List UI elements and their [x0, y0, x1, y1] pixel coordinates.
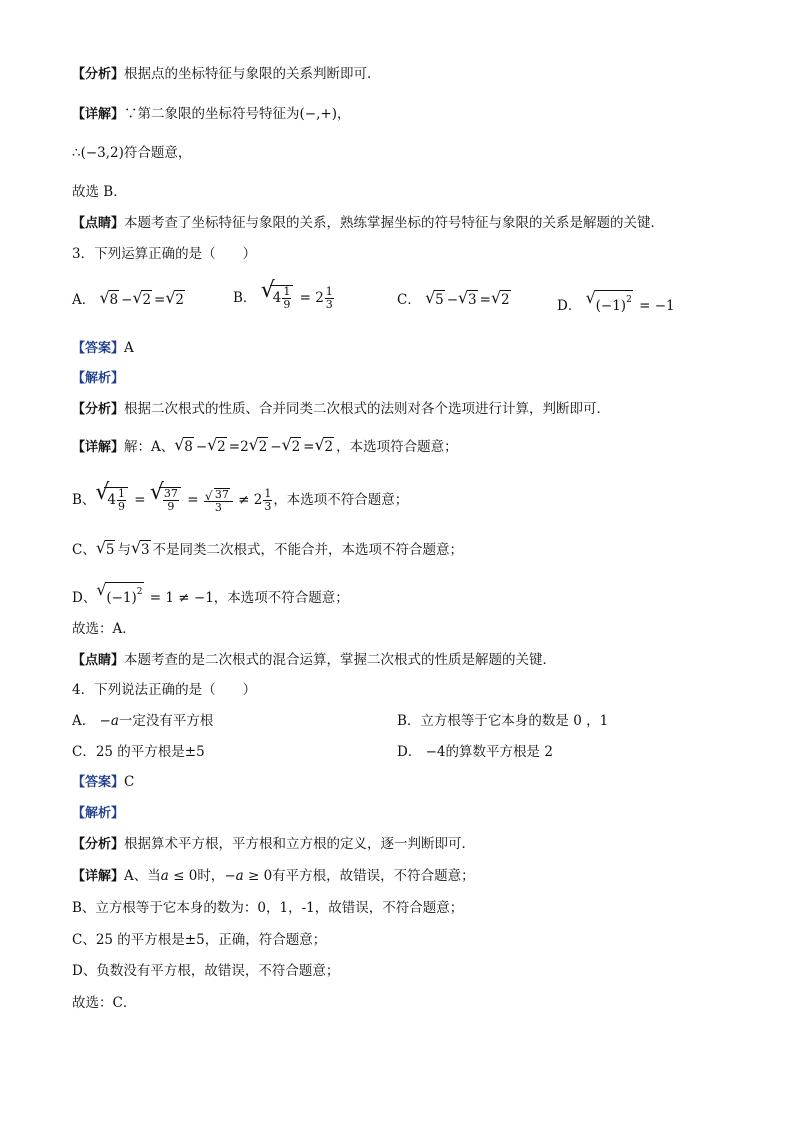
q3-detail-c	[72, 540, 463, 560]
sqrt-expression: √ 3	[458, 288, 477, 308]
q3-stem	[72, 244, 256, 264]
detail-text: ∵第二象限的坐标符号特征为	[124, 106, 300, 122]
q4-detail-c	[72, 930, 326, 950]
q4-detail-b	[72, 898, 463, 918]
q3-comment-line	[72, 650, 556, 671]
sqrt-expression: √ 2	[132, 288, 152, 308]
question-stem: 4．下列说法正确的是（ ）	[72, 682, 257, 698]
detail-b-prefix: B、	[72, 492, 96, 508]
option-label: C．	[397, 292, 421, 308]
q4-option-d: D． −4的算数平方根是 2	[397, 744, 553, 760]
detail-tag: 【详解】	[72, 869, 125, 884]
detail-c-suffix: 不是同类二次根式，不能合并，本选项不符合题意；	[152, 542, 464, 558]
q4-answer-line	[72, 772, 134, 793]
q2-analysis-line	[72, 64, 381, 85]
analysis-tag: 【分析】	[72, 837, 125, 852]
option-text: B．立方根等于它本身的数是 0 ，1	[397, 713, 609, 729]
detail-a-p3: 有平方根，故错误，不符合题意；	[272, 868, 475, 884]
option-label: A．	[72, 713, 96, 729]
analysis-text: 根据二次根式的性质、合并同类二次根式的法则对各个选项进行计算，判断即可．	[124, 401, 611, 417]
sqrt-expression: √ 3	[130, 538, 150, 558]
q3-detail-b: B、 √ 4 $\frac{1}{9}$ = √ $\frac{37}{9}$ = √ 37 3 ≠ 2 $\frac{1}{3}$ ，本选项不符合题意；	[72, 480, 409, 514]
answer-value: C	[124, 774, 135, 790]
q3-detail-a: 【详解】解：A、 √ 8 − √ 2 =2 √ 2 − √ 2 = √ 2 ，本选项符合题意；	[72, 435, 458, 455]
option-label: B．	[233, 290, 257, 306]
detail-end: ，	[336, 106, 351, 122]
sqrt-expression: √ 2	[165, 288, 184, 308]
detail-c-prefix: C、	[72, 542, 96, 558]
sqrt-expression: √ 2	[207, 435, 226, 455]
detail-c-mid: 与	[117, 542, 131, 558]
fraction: √ 37 3	[204, 488, 233, 514]
detail-a-suffix: ，本选项符合题意；	[336, 439, 458, 455]
sign-pair: (−,+)	[299, 106, 337, 122]
q4-choose-line	[72, 993, 136, 1013]
analysis-tag: 【分析】	[72, 402, 125, 417]
detail-b-suffix: ，本选项不符合题意；	[273, 492, 409, 508]
detail-a-p2: 时，	[197, 868, 225, 884]
q2-detail-line	[72, 104, 350, 125]
therefore-point: ∴(−3,2)	[72, 145, 124, 161]
comment-tag: 【点睛】	[72, 216, 125, 231]
detail-a-prefix: 解：A、	[124, 439, 175, 455]
jiexi-tag: 【解析】	[72, 371, 125, 386]
analysis-text: 根据算术平方根，平方根和立方根的定义，逐一判断即可．	[124, 836, 476, 852]
q4-stem	[72, 680, 256, 700]
analysis-tag: 【分析】	[72, 67, 125, 82]
option-label: D．	[557, 298, 582, 314]
answer-value: A	[124, 340, 134, 356]
option-label: D．	[397, 744, 422, 760]
detail-d-prefix: D、	[72, 590, 97, 606]
option-text: 一定没有平方根	[118, 713, 214, 729]
analysis-text: 根据点的坐标特征与象限的关系判断即可．	[124, 66, 381, 82]
sqrt-expression: √ 2	[314, 435, 334, 455]
detail-d: D、负数没有平方根，故错误，不符合题意；	[72, 963, 340, 979]
sqrt-expression: √ $(-1)^2$	[96, 580, 143, 606]
option-text: C．25 的平方根是±5	[72, 744, 205, 760]
sqrt-expression: √ 2	[490, 288, 510, 308]
q2-comment-line	[72, 213, 664, 234]
sqrt-expression: √ 2	[281, 435, 301, 455]
sqrt-expression: √ 5	[425, 288, 444, 308]
option-label: A．	[72, 292, 96, 308]
sqrt-expression: √ $(-1)^2$	[585, 288, 632, 314]
detail-tag: 【详解】	[72, 440, 125, 455]
q4-option-c	[72, 742, 205, 762]
comment-text: 本题考查的是二次根式的混合运算，掌握二次根式的性质是解题的关键．	[124, 652, 557, 668]
question-stem: 3．下列运算正确的是（ ）	[72, 246, 257, 262]
q3-choose-line	[72, 619, 136, 639]
q4-detail-a: 【详解】A、当a ≤ 0时，−a ≥ 0有平方根，故错误，不符合题意；	[72, 868, 475, 884]
q4-option-a: A． −a一定没有平方根	[72, 713, 214, 729]
comment-tag: 【点睛】	[72, 653, 125, 668]
detail-a-p1: A、当	[124, 868, 161, 884]
sqrt-expression: √ 8	[174, 435, 193, 455]
q3-jiexi-line	[72, 368, 124, 389]
q3-detail-d: D、 √ $(-1)^2 = 1 \ne -1$，本选项不符合题意；	[72, 580, 349, 606]
q4-jiexi-line	[72, 803, 124, 824]
jiexi-tag: 【解析】	[72, 806, 125, 821]
sqrt-expression: √ $\frac{37}{9}$	[150, 487, 181, 513]
detail-tag: 【详解】	[72, 107, 125, 122]
detail-b: B、立方根等于它本身的数为：0，1，-1，故错误，不符合题意；	[72, 900, 464, 916]
comment-text: 本题考查了坐标特征与象限的关系，熟练掌握坐标的符号特征与象限的关系是解题的关键．	[124, 215, 665, 231]
q3-answer-line	[72, 338, 134, 359]
sqrt-expression: √ 4 $\frac{1}{9}$	[95, 487, 128, 513]
choose-text: 故选 B．	[72, 184, 127, 200]
q3-option-b: B． √ 4 $\frac{1}{9}$ = 2 $\frac{1}{3}$	[233, 278, 333, 311]
q4-option-b	[397, 711, 608, 731]
detail-d-suffix: ，本选项不符合题意；	[213, 590, 349, 606]
answer-tag: 【答案】	[72, 775, 125, 790]
detail-c: C、25 的平方根是±5，正确，符合题意；	[72, 932, 327, 948]
q4-detail-d	[72, 961, 339, 981]
sqrt-expression: √ 5	[95, 538, 115, 558]
q3-option-a: A． √ 8 − √ 2 = √ 2	[72, 288, 184, 308]
q4-analysis-line	[72, 834, 475, 855]
q3-analysis-line	[72, 399, 610, 420]
sqrt-expression: √ 4 $\frac{1}{9}$	[261, 285, 294, 311]
choose-text: 故选：A．	[72, 621, 136, 637]
q2-choose-line	[72, 182, 127, 202]
therefore-text: 符合题意，	[123, 145, 192, 161]
q2-therefore-line	[72, 143, 191, 163]
option-text: 的算数平方根是 2	[445, 744, 553, 760]
q3-option-d: D． √ $(-1)^2 = -1$	[557, 288, 675, 314]
sqrt-expression: √ 8	[99, 288, 119, 308]
choose-text: 故选：C．	[72, 995, 137, 1011]
q3-option-c: C． √ 5 − √ 3 = √ 2	[397, 288, 510, 308]
answer-tag: 【答案】	[72, 341, 125, 356]
sqrt-expression: √ 2	[248, 435, 268, 455]
